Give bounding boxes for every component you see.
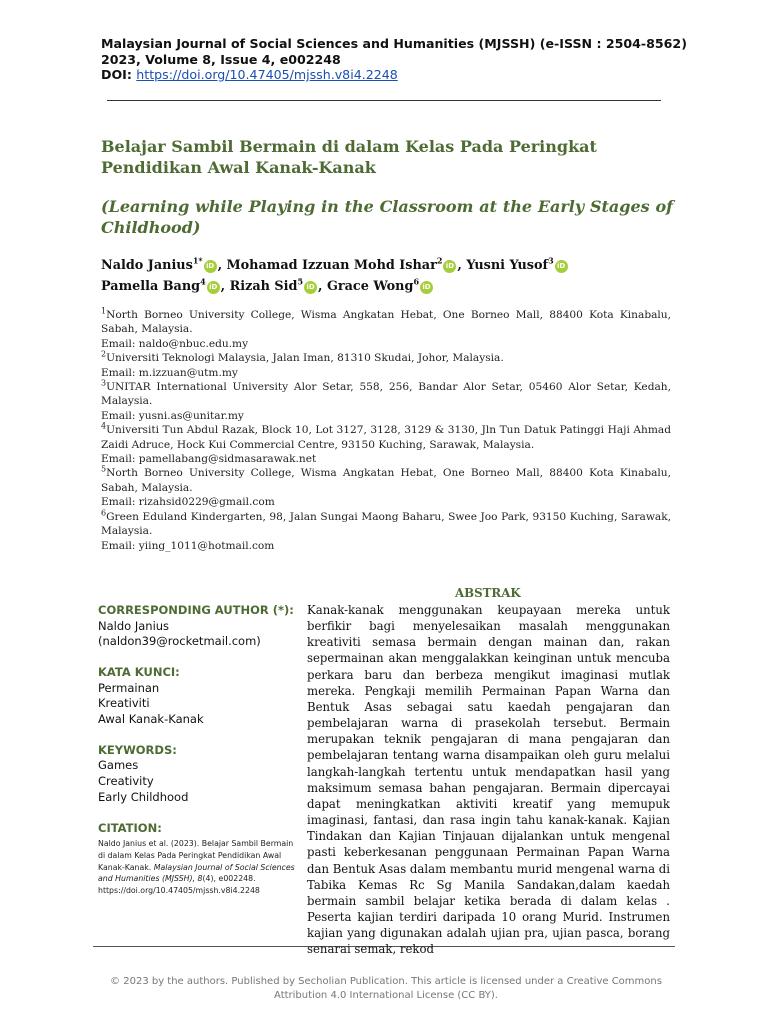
kata-kunci-item: Kreativiti	[98, 696, 150, 711]
citation-doi[interactable]: https://doi.org/10.47405/mjssh.v8i4.2248	[98, 885, 260, 895]
affiliation-text: Universiti Teknologi Malaysia, Jalan Iman, 81310 Skudai, Johor, Malaysia.	[106, 352, 504, 365]
corresponding-heading: CORRESPONDING AUTHOR (*):	[98, 603, 294, 617]
affiliation-item	[101, 510, 671, 539]
affiliation-num: 2	[101, 349, 107, 359]
affiliation-email: Email: pamellabang@sidmasarawak.net	[101, 453, 317, 466]
affiliation-item	[101, 380, 671, 409]
citation-journal: Malaysian Journal of Social Sciences and Humanities (MJSSH), 8	[98, 862, 295, 884]
affiliation-text: North Borneo University College, Wisma Angkatan Hebat, One Borneo Mall, 88400 Kota Kinabalu, Sabah, Malaysia.	[101, 467, 671, 494]
citation-heading: CITATION:	[98, 820, 162, 835]
affiliation-email: Email: rizahsid0229@gmail.com	[101, 496, 275, 509]
orcid-icon[interactable]: iD	[555, 260, 568, 273]
journal-header	[101, 36, 691, 83]
author-name: Pamella Bang	[101, 278, 201, 294]
author-sup: 2	[436, 255, 443, 266]
affiliation-num: 4	[101, 421, 107, 431]
author-name: Yusni Yusof	[466, 258, 549, 273]
affiliation-email: Email: naldo@nbuc.edu.my	[101, 337, 249, 350]
affiliation-email: Email: m.izzuan@utm.my	[101, 366, 238, 379]
author-sup: 3	[548, 255, 554, 266]
affiliation-num: 5	[101, 464, 107, 474]
affiliation-text: Green Eduland Kindergarten, 98, Jalan Sungai Maong Baharu, Swee Joo Park, 93150 Kuching, Sarawak, Malaysia.	[101, 510, 671, 538]
orcid-icon[interactable]: iD	[207, 281, 220, 294]
citation-text	[98, 838, 298, 896]
orcid-icon[interactable]: iD	[420, 281, 433, 294]
citation-part: (4), e002248.	[202, 874, 256, 884]
affiliation-num: 1	[101, 306, 107, 316]
header-divider	[107, 100, 661, 101]
author-sup: 1*	[192, 255, 203, 266]
article-title: Belajar Sambil Bermain di dalam Kelas Pada Peringkat Pendidikan Awal Kanak-Kanak	[101, 137, 597, 177]
author-list: Naldo Janius$^{1*}$iD , Mohamad Izzuan Mohd Ishar$^2$iD , Yusni Yusof$^3$iD Pamella Bang$^4$iD , Rizah Sid$^5$iD , Grace Wong$^6$iD	[101, 256, 681, 297]
doi-label: DOI:	[101, 67, 137, 82]
author-name: Mohamad Izzuan Mohd Ishar	[226, 258, 437, 273]
author-name: Grace Wong	[326, 278, 414, 294]
doi-line	[101, 67, 691, 83]
affiliation-text: Universiti Tun Abdul Razak, Block 10, Lot 3127, 3128, 3129 & 3130, Jln Tun Datuk Patinggi Haji Ahmad Zaidi Adruce, Hock Kui Commercial Centre, 93150 Kuching, Sarawak, Malaysia.	[101, 424, 671, 451]
journal-name: Malaysian Journal of Social Sciences and Humanities (MJSSH) (e-ISSN : 2504-8562)	[101, 36, 687, 51]
affiliation-email: Email: yusni.as@unitar.my	[101, 409, 244, 422]
abstract-heading: ABSTRAK	[455, 586, 521, 600]
article-subtitle: (Learning while Playing in the Classroom at the Early Stages of Childhood)	[101, 197, 673, 237]
abstract-text: Kanak-kanak menggunakan keupayaan mereka untuk berfikir bagi menyelesaikan masalah menggunakan kreativiti semasa bermain dengan mainan dan, rakan sepermainan akan menggalakkan keinginan untuk mencuba perkara baru dan berbeza mengikut imaginasi mutlak mereka. Pengkaji memilih Permainan Papan Warna dan Bentuk Asas sebagai satu kaedah pengajaran dan pembelajaran warna di prasekolah tersebut. Bermain merupakan teknik pengajaran di mana pengajaran dan pembelajaran tentang warna disampaikan oleh guru melalui langkah-langkah tertentu untuk mendapatkan hasil yang maksimum semasa bahan pengajaran. Bermain dipercayai dapat meningkatkan aktiviti kreatif yang memupuk imaginasi, fantasi, dan rasa ingin tahu kanak-kanak. Kajian Tindakan dan Kajian Tinjauan dijalankan untuk mengenal pasti keberkesanan penggunaan Permainan Papan Warna dan Bentuk Asas dalam membantu murid mengenal warna di Tabika Kemas Rc Sg Manila Sandakan,dalam kaedah bermain sambil belajar ketika berada di dalam kelas . Peserta kajian terdiri daripada 10 orang Murid. Instrumen kajian yang digunakan adalah ujian pra, ujian pasca, borang senarai semak, rekod	[307, 603, 670, 957]
author-sup: 5	[297, 276, 304, 287]
affiliation-item	[101, 423, 671, 452]
kata-kunci-item: Permainan	[98, 680, 160, 695]
keyword-item: Creativity	[98, 774, 154, 789]
journal-volume: 2023, Volume 8, Issue 4, e002248	[101, 51, 341, 67]
affiliation-num: 3	[101, 378, 107, 388]
corresponding-email: (naldon39@rocketmail.com)	[98, 634, 261, 649]
kata-kunci-item: Awal Kanak-Kanak	[98, 712, 204, 727]
affiliation-item	[101, 466, 671, 495]
citation-part: Naldo Janius et al. (2023). Belajar Sambil Bermain di dalam Kelas Pada Peringkat Pendidikan Awal Kanak-Kanak.	[98, 839, 294, 872]
affiliations	[101, 308, 671, 553]
orcid-icon[interactable]: iD	[443, 260, 456, 273]
affiliation-num: 6	[101, 508, 107, 518]
author-name: Rizah Sid	[229, 278, 298, 294]
keyword-item: Games	[98, 758, 139, 773]
orcid-icon[interactable]: iD	[204, 260, 217, 273]
license-footer: © 2023 by the authors. Published by Secholian Publication. This article is licensed under a Creative Commons Attribution 4.0 International License (CC BY).	[110, 976, 662, 1001]
affiliation-text: UNITAR International University Alor Setar, 558, 256, Bandar Alor Setar, 05460 Alor Setar, Kedah, Malaysia.	[101, 381, 671, 408]
author-sup: 6	[413, 276, 420, 287]
corresponding-name: Naldo Janius	[98, 618, 170, 633]
author-sup: 4	[200, 276, 206, 287]
orcid-icon[interactable]: iD	[304, 281, 317, 294]
affiliation-item	[101, 308, 671, 337]
author-name: Naldo Janius	[101, 258, 193, 273]
article-sidebar	[98, 603, 298, 896]
doi-link[interactable]: https://doi.org/10.47405/mjssh.v8i4.2248	[136, 67, 398, 82]
keyword-item: Early Childhood	[98, 790, 189, 805]
keywords-heading: KEYWORDS:	[98, 742, 177, 757]
affiliation-email: Email: yiing_1011@hotmail.com	[101, 539, 275, 552]
affiliation-item	[101, 351, 671, 365]
affiliation-text: North Borneo University College, Wisma Angkatan Hebat, One Borneo Mall, 88400 Kota Kinabalu, Sabah, Malaysia.	[101, 309, 671, 336]
kata-kunci-heading: KATA KUNCI:	[98, 665, 180, 680]
